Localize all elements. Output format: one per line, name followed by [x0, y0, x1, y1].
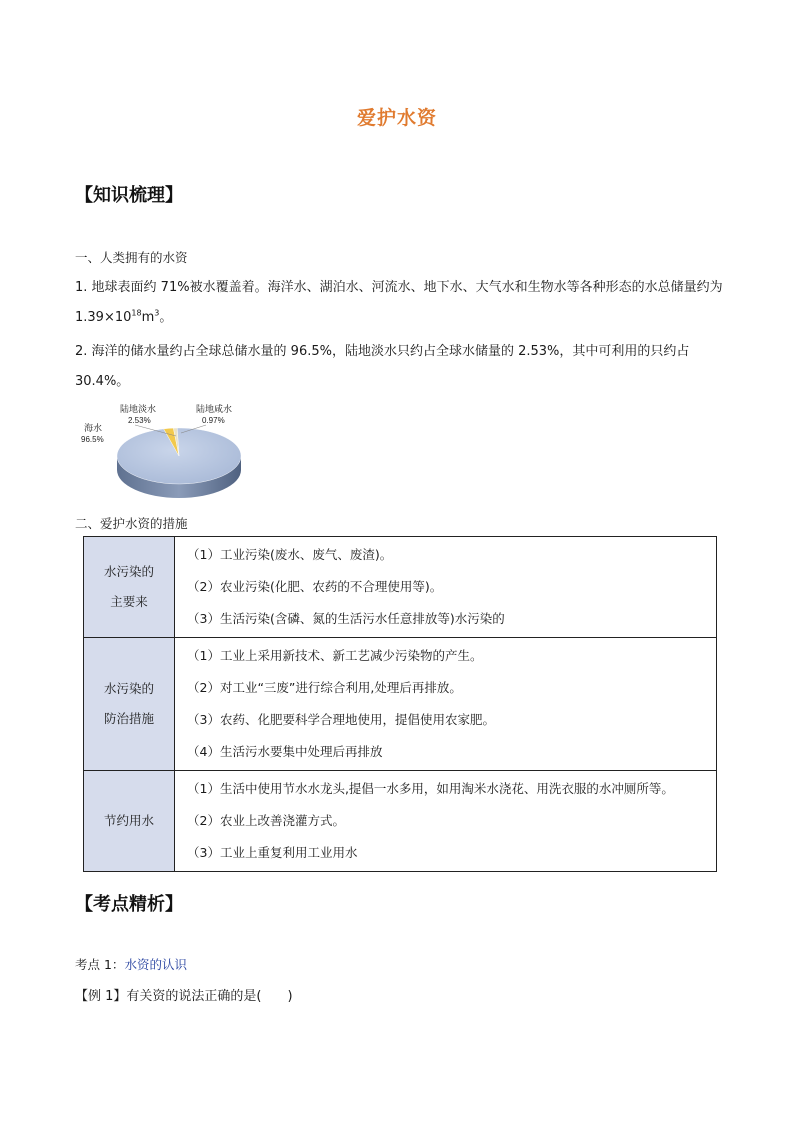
exponent-3: 3	[154, 308, 160, 318]
part2-heading: 二、爱护水资的措施	[75, 516, 188, 531]
document-title: 爱护水资	[356, 107, 437, 129]
row-body-water-saving	[175, 771, 717, 872]
row-head-pollution-sources	[84, 537, 175, 638]
list-item: （3）生活污染(含磷、氮的生活污水任意排放等)水污染的	[187, 611, 505, 626]
water-protection-measures-table	[83, 536, 717, 872]
list-item: （1）工业污染(废水、废气、废渣)。	[187, 547, 393, 562]
exam-point-topic: 水资的认识	[124, 957, 187, 972]
label-saltwater-name: 陆地咸水	[196, 404, 233, 414]
row-head-water-saving	[84, 771, 175, 872]
list-item: （1）生活中使用节水水龙头,提倡一水多用，如用淘米水浇花、用洗衣服的水冲厕所等。	[187, 781, 674, 796]
label-freshwater-name: 陆地淡水	[120, 404, 157, 414]
label-saltwater-value: 0.97%	[202, 416, 225, 425]
water-distribution-pie-chart	[78, 398, 258, 508]
row-body-pollution-sources	[175, 537, 717, 638]
section-heading-analysis: 【考点精析】	[75, 894, 183, 915]
paragraph-1	[75, 273, 725, 333]
row-head-line: 主要来	[110, 594, 148, 609]
list-item: （4）生活污水要集中处理后再排放	[187, 744, 383, 759]
list-item: （1）工业上采用新技术、新工艺减少污染物的产生。	[187, 648, 483, 663]
table-row	[84, 771, 717, 872]
example-question: 【例 1】有关资的说法正确的是( )	[75, 989, 293, 1004]
part1-heading: 一、人类拥有的水资	[75, 250, 188, 265]
list-item: （3）工业上重复利用工业用水	[187, 845, 358, 860]
paragraph-1-end: 。	[159, 310, 173, 325]
table-row	[84, 537, 717, 638]
row-head-line: 水污染的	[103, 564, 154, 579]
row-head-line: 防治措施	[103, 711, 154, 726]
label-freshwater-value: 2.53%	[128, 416, 151, 425]
label-seawater-value: 96.5%	[81, 435, 104, 444]
list-item: （2）对工业“三废”进行综合利用,处理后再排放。	[187, 680, 462, 695]
section-heading-knowledge: 【知识梳理】	[75, 185, 183, 206]
exam-point	[75, 955, 187, 973]
list-item: （2）农业上改善浇灌方式。	[187, 813, 345, 828]
list-item: （2）农业污染(化肥、农药的不合理使用等)。	[187, 579, 443, 594]
row-head-line: 节约用水	[103, 813, 154, 828]
label-seawater-name: 海水	[84, 423, 103, 433]
exponent-18: 18	[131, 308, 142, 318]
pie-group	[117, 428, 241, 498]
row-body-prevention	[175, 638, 717, 771]
table-row	[84, 638, 717, 771]
unit-m: m	[141, 310, 155, 325]
list-item: （3）农药、化肥要科学合理地使用，提倡使用农家肥。	[187, 712, 495, 727]
row-head-line: 水污染的	[103, 681, 154, 696]
row-head-prevention	[84, 638, 175, 771]
exam-point-label: 考点 1：	[75, 957, 125, 972]
paragraph-2: 2. 海洋的储水量约占全球总储水量的 96.5%，陆地淡水只约占全球水储量的 2.53%，其中可利用的只约占 30.4%。	[75, 344, 690, 389]
paragraph-1-text: 1. 地球表面约 71%被水覆盖着。海洋水、湖泊水、河流水、地下水、大气水和生物水等各种形态的水总储量约为 1.39×10	[75, 280, 723, 325]
